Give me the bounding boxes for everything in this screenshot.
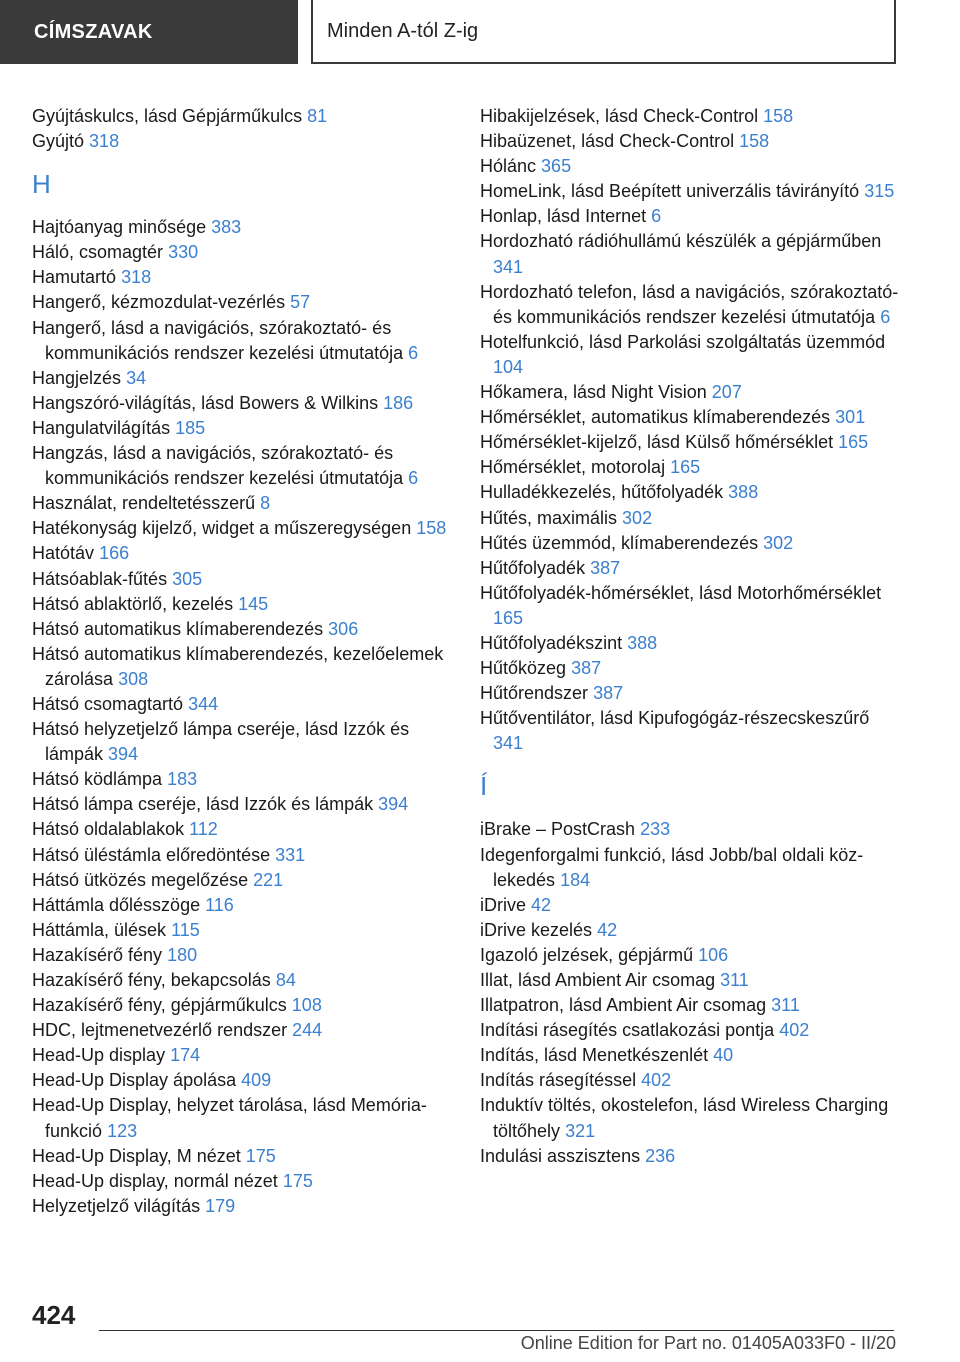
index-entry xyxy=(32,1018,452,1043)
footer-divider xyxy=(99,1330,894,1331)
index-entry xyxy=(32,104,452,129)
index-entry xyxy=(480,506,900,531)
entry-text: Hátsó ütközés megelőzése xyxy=(32,869,249,890)
index-entry xyxy=(480,330,900,380)
page-link[interactable]: 207 xyxy=(711,382,742,403)
entry-text: Hotelfunkció, lásd Parkolási szolgáltatás üzemmód xyxy=(480,331,886,352)
entry-text: Hátsó ablaktörlő, kezelés xyxy=(32,593,234,614)
page-link[interactable]: 165 xyxy=(838,432,869,453)
entry-text: Hulladékkezelés, hűtőfolyadék xyxy=(480,482,724,503)
index-entry xyxy=(480,1018,900,1043)
page-link[interactable]: 42 xyxy=(597,919,618,940)
page-link[interactable]: 318 xyxy=(89,131,120,152)
page-link[interactable]: 184 xyxy=(560,869,591,890)
index-entry xyxy=(32,416,452,441)
entry-text: HDC, lejtmenetvezérlő rendszer xyxy=(32,1020,288,1041)
page-link[interactable]: 158 xyxy=(763,106,794,126)
index-entry xyxy=(32,129,452,154)
entry-text: Indítási rásegítés csatlakozási pontja xyxy=(480,1020,775,1041)
entry-text: Hólánc xyxy=(480,156,537,177)
entry-text: Indítás, lásd Menetkészenlét xyxy=(480,1045,709,1066)
page-link[interactable]: 179 xyxy=(205,1195,236,1216)
index-entry xyxy=(32,918,452,943)
entry-text: Hátsó automatikus klímaberendezés xyxy=(32,618,324,639)
index-entry xyxy=(32,993,452,1018)
index-entry xyxy=(480,581,900,631)
entry-text: Használat, rendeltetésszerű xyxy=(32,493,256,514)
page-link[interactable]: 115 xyxy=(171,919,200,940)
page-link[interactable]: 112 xyxy=(189,819,218,840)
index-entry xyxy=(480,531,900,556)
page-link[interactable]: 123 xyxy=(107,1120,138,1141)
index-entry xyxy=(480,129,900,154)
page-link[interactable]: 244 xyxy=(292,1020,323,1041)
index-entry xyxy=(32,366,452,391)
page-link[interactable]: 233 xyxy=(640,819,671,840)
page-link[interactable]: 158 xyxy=(739,131,770,152)
entry-text: Hűtőfolyadékszint xyxy=(480,632,623,653)
page-link[interactable]: 81 xyxy=(307,106,328,126)
page-link[interactable]: 57 xyxy=(290,292,311,313)
index-entry xyxy=(32,215,452,240)
index-entry xyxy=(480,455,900,480)
page-link[interactable]: 108 xyxy=(291,995,322,1016)
page-link[interactable]: 302 xyxy=(763,532,794,553)
page-link[interactable]: 166 xyxy=(99,543,130,564)
entry-text: Hűtőrendszer xyxy=(480,683,589,704)
entry-text: Illatpatron, lásd Ambient Air csomag xyxy=(480,995,767,1016)
page-link[interactable]: 402 xyxy=(641,1070,672,1091)
index-entry xyxy=(480,843,900,893)
index-entry xyxy=(32,316,452,366)
entry-text: Háttámla, ülések xyxy=(32,919,167,940)
page-link[interactable]: 42 xyxy=(531,894,552,915)
entry-text: Hordozható telefon, lásd a navigációs, szórakoztató- és kommunikációs rendszer kezelési útmutatója xyxy=(480,281,899,327)
entry-text: Hátsó oldalablakok xyxy=(32,819,185,840)
index-entry xyxy=(480,556,900,581)
index-entry xyxy=(32,767,452,792)
entry-text: Hazakísérő fény xyxy=(32,944,163,965)
page-link[interactable]: 394 xyxy=(378,794,409,815)
index-entry xyxy=(32,541,452,566)
index-entry xyxy=(480,968,900,993)
entry-text: iDrive xyxy=(480,894,527,915)
entry-text: Hajtóanyag minősége xyxy=(32,217,207,238)
page-link[interactable]: 158 xyxy=(416,518,447,539)
page-link[interactable]: 388 xyxy=(728,482,759,503)
page-link[interactable]: 315 xyxy=(864,181,895,202)
index-entry xyxy=(32,391,452,416)
entry-text: Induktív töltés, okostelefon, lásd Wireless Charging töltőhely xyxy=(480,1095,889,1141)
entry-text: Hangzás, lásd a navigációs, szórakoztató- és kommunikációs rendszer kezelési útmutatója xyxy=(32,443,404,489)
page-link[interactable]: 387 xyxy=(571,658,602,679)
entry-text: iDrive kezelés xyxy=(480,919,593,940)
index-entry xyxy=(32,567,452,592)
index-entry xyxy=(480,993,900,1018)
index-entry xyxy=(480,1068,900,1093)
index-entry xyxy=(32,240,452,265)
page-link[interactable]: 344 xyxy=(188,693,219,714)
index-entry xyxy=(480,280,900,330)
entry-text: Hatékonyság kijelző, widget a műszeregységen xyxy=(32,518,412,539)
index-column-left xyxy=(32,104,452,1219)
entry-text: Hatótáv xyxy=(32,543,95,564)
page-link[interactable]: 341 xyxy=(493,256,524,277)
entry-text: Hazakísérő fény, gépjárműkulcs xyxy=(32,995,287,1016)
index-entry xyxy=(480,430,900,455)
entry-text: Head-Up Display, M nézet xyxy=(32,1145,241,1166)
entry-text: Hűtés, maximális xyxy=(480,507,618,528)
page-link[interactable]: 394 xyxy=(108,744,139,765)
entry-text: Hűtőventilátor, lásd Kipufogógáz-részecskeszűrő xyxy=(480,708,870,729)
index-entry xyxy=(32,692,452,717)
page-link[interactable]: 383 xyxy=(211,217,242,238)
entry-text: Gyújtó xyxy=(32,131,85,152)
index-entry xyxy=(480,918,900,943)
index-entry xyxy=(32,1169,452,1194)
index-entry xyxy=(480,480,900,505)
index-entry xyxy=(32,441,452,491)
entry-text: Hazakísérő fény, bekapcsolás xyxy=(32,970,271,990)
page-link[interactable]: 221 xyxy=(253,869,284,890)
entry-text: Hűtőfolyadék-hőmérséklet, lásd Motorhőmérséklet xyxy=(480,582,882,603)
section-tab[interactable]: CÍMSZAVAK xyxy=(0,0,298,64)
entry-text: Head-Up Display ápolása xyxy=(32,1070,237,1091)
entry-text: Háttámla dőlésszöge xyxy=(32,894,201,915)
index-entry xyxy=(480,1093,900,1143)
page-link[interactable]: 174 xyxy=(170,1045,201,1066)
page-link[interactable]: 330 xyxy=(168,242,199,263)
entry-text: Hűtés üzemmód, klímaberendezés xyxy=(480,532,759,553)
page-link[interactable]: 186 xyxy=(383,392,414,413)
page-link[interactable]: 106 xyxy=(698,944,729,965)
page-link[interactable]: 409 xyxy=(241,1070,272,1091)
entry-text: Hűtőközeg xyxy=(480,658,567,679)
page-link[interactable]: 301 xyxy=(835,407,866,428)
entry-text: Helyzetjelző világítás xyxy=(32,1195,201,1216)
index-entry xyxy=(480,943,900,968)
edition-note: Online Edition for Part no. 01405A033F0 - II/20 xyxy=(520,1333,896,1353)
page-link[interactable]: 302 xyxy=(622,507,653,528)
index-entry xyxy=(32,592,452,617)
index-entry xyxy=(480,405,900,430)
page-link[interactable]: 6 xyxy=(408,468,419,489)
entry-text: Hátsó üléstámla előredöntése xyxy=(32,844,271,865)
entry-text: Hátsó ködlámpa xyxy=(32,769,163,790)
page-link[interactable]: 165 xyxy=(493,607,524,628)
page-link[interactable]: 236 xyxy=(645,1145,676,1166)
page-link[interactable]: 331 xyxy=(275,844,306,865)
index-entry xyxy=(480,1144,900,1169)
page-link[interactable]: 311 xyxy=(771,995,800,1016)
page-link[interactable]: 387 xyxy=(590,557,621,578)
entry-text: Honlap, lásd Internet xyxy=(480,206,647,227)
entry-text: Hibaüzenet, lásd Check-Control xyxy=(480,131,735,152)
page-link[interactable]: 104 xyxy=(493,356,524,377)
page-link[interactable]: 175 xyxy=(245,1145,276,1166)
entry-text: Head-Up Display, helyzet tárolása, lásd Memóriafunkció xyxy=(32,1095,427,1141)
entry-text: Hangerő, kézmozdulat-vezérlés xyxy=(32,292,286,313)
page-number: 424 xyxy=(32,1300,76,1330)
entry-text: HomeLink, lásd Beépített univerzális távirányító xyxy=(480,181,860,202)
section-letter: H xyxy=(32,169,51,200)
entry-text: Hibakijelzések, lásd Check-Control xyxy=(480,106,759,126)
page-link[interactable]: 305 xyxy=(172,568,203,589)
index-entry xyxy=(32,1068,452,1093)
page-link[interactable]: 185 xyxy=(175,417,206,438)
page-link[interactable]: 34 xyxy=(126,367,147,388)
entry-text: Indulási asszisztens xyxy=(480,1145,641,1166)
index-entry xyxy=(32,717,452,767)
entry-text: Hangerő, lásd a navigációs, szórakoztató- és kommunikációs rendszer kezelési útmutatója xyxy=(32,317,404,363)
entry-text: Háló, csomagtér xyxy=(32,242,164,263)
page-link[interactable]: 388 xyxy=(627,632,658,653)
entry-text: Hűtőfolyadék xyxy=(480,557,586,578)
entry-text: Hátsó automatikus klímaberendezés, kezelőelemek zárolása xyxy=(32,643,444,689)
entry-text: Head-Up display xyxy=(32,1045,166,1066)
page-link[interactable]: 365 xyxy=(541,156,572,177)
entry-text: Indítás rásegítéssel xyxy=(480,1070,637,1091)
index-entry xyxy=(32,1194,452,1219)
entry-text: Hátsó csomagtartó xyxy=(32,693,184,714)
index-entry xyxy=(32,265,452,290)
page-link[interactable]: 318 xyxy=(121,267,152,288)
entry-text: iBrake – PostCrash xyxy=(480,819,636,840)
page-link[interactable]: 341 xyxy=(493,733,524,754)
index-entry xyxy=(480,706,900,756)
section-letter: Í xyxy=(480,771,488,802)
index-entry xyxy=(32,290,452,315)
page-link[interactable]: 308 xyxy=(118,668,149,689)
index-entry xyxy=(32,893,452,918)
page-link[interactable]: 6 xyxy=(651,206,662,227)
index-entry xyxy=(32,943,452,968)
index-entry xyxy=(480,229,900,279)
page-link[interactable]: 165 xyxy=(670,457,701,478)
entry-text: Hőkamera, lásd Night Vision xyxy=(480,382,707,403)
index-entry xyxy=(32,1093,452,1143)
page-link[interactable]: 40 xyxy=(713,1045,734,1066)
page-link[interactable]: 180 xyxy=(167,944,198,965)
page-link[interactable]: 6 xyxy=(408,342,419,363)
entry-text: Hangjelzés xyxy=(32,367,122,388)
index-entry xyxy=(32,792,452,817)
index-entry xyxy=(32,868,452,893)
index-entry xyxy=(480,817,900,842)
page-link[interactable]: 116 xyxy=(205,894,234,915)
index-entry xyxy=(480,154,900,179)
index-entry xyxy=(32,1043,452,1068)
entry-text: Hátsó lámpa cseréje, lásd Izzók és lámpák xyxy=(32,794,374,815)
page-link[interactable]: 6 xyxy=(880,306,891,327)
page-link[interactable]: 306 xyxy=(328,618,359,639)
index-entry xyxy=(480,893,900,918)
index-entry xyxy=(32,516,452,541)
entry-text: Hátsóablak-fűtés xyxy=(32,568,168,589)
entry-text: Gyújtáskulcs, lásd Gépjárműkulcs xyxy=(32,106,303,126)
index-entry xyxy=(480,179,900,204)
entry-text: Hangszóró-világítás, lásd Bowers & Wilkins xyxy=(32,392,379,413)
page-header xyxy=(0,0,960,66)
index-entry xyxy=(480,1043,900,1068)
page-link[interactable]: 175 xyxy=(282,1170,313,1191)
entry-text: Hőmérséklet, motorolaj xyxy=(480,457,666,478)
index-entry xyxy=(480,681,900,706)
entry-text: Hátsó helyzetjelző lámpa cseréje, lásd Izzók és lámpák xyxy=(32,719,410,765)
entry-text: Hőmérséklet-kijelző, lásd Külső hőmérséklet xyxy=(480,432,834,453)
entry-text: Igazoló jelzések, gépjármű xyxy=(480,944,694,965)
page-link[interactable]: 402 xyxy=(779,1020,810,1041)
index-entry xyxy=(32,1144,452,1169)
index-entry xyxy=(32,817,452,842)
page-link[interactable]: 183 xyxy=(167,769,198,790)
index-entry xyxy=(480,204,900,229)
index-column-right xyxy=(480,104,900,1169)
index-entry xyxy=(480,656,900,681)
index-entry xyxy=(32,617,452,642)
entry-text: Idegenforgalmi funkció, lásd Jobb/bal oldali közlekedés xyxy=(480,844,864,890)
page-link[interactable]: 8 xyxy=(260,493,271,514)
index-entry xyxy=(32,968,452,993)
page-link[interactable]: 387 xyxy=(593,683,624,704)
page-link[interactable]: 321 xyxy=(565,1120,596,1141)
index-entry xyxy=(32,491,452,516)
entry-text: Hangulatvilágítás xyxy=(32,417,171,438)
page-link[interactable]: 311 xyxy=(720,970,749,990)
subsection-tab[interactable]: Minden A-tól Z-ig xyxy=(311,0,896,64)
page-link[interactable]: 84 xyxy=(275,970,296,990)
index-entry xyxy=(480,104,900,129)
entry-text: Hőmérséklet, automatikus klímaberendezés xyxy=(480,407,831,428)
index-entry xyxy=(480,631,900,656)
entry-text: Illat, lásd Ambient Air csomag xyxy=(480,970,716,990)
entry-text: Hamutartó xyxy=(32,267,117,288)
page-link[interactable]: 145 xyxy=(238,593,269,614)
entry-text: Hordozható rádióhullámú készülék a gépjárműben xyxy=(480,231,882,252)
entry-text: Head-Up display, normál nézet xyxy=(32,1170,278,1191)
index-entry xyxy=(32,642,452,692)
index-entry xyxy=(480,380,900,405)
index-entry xyxy=(32,843,452,868)
